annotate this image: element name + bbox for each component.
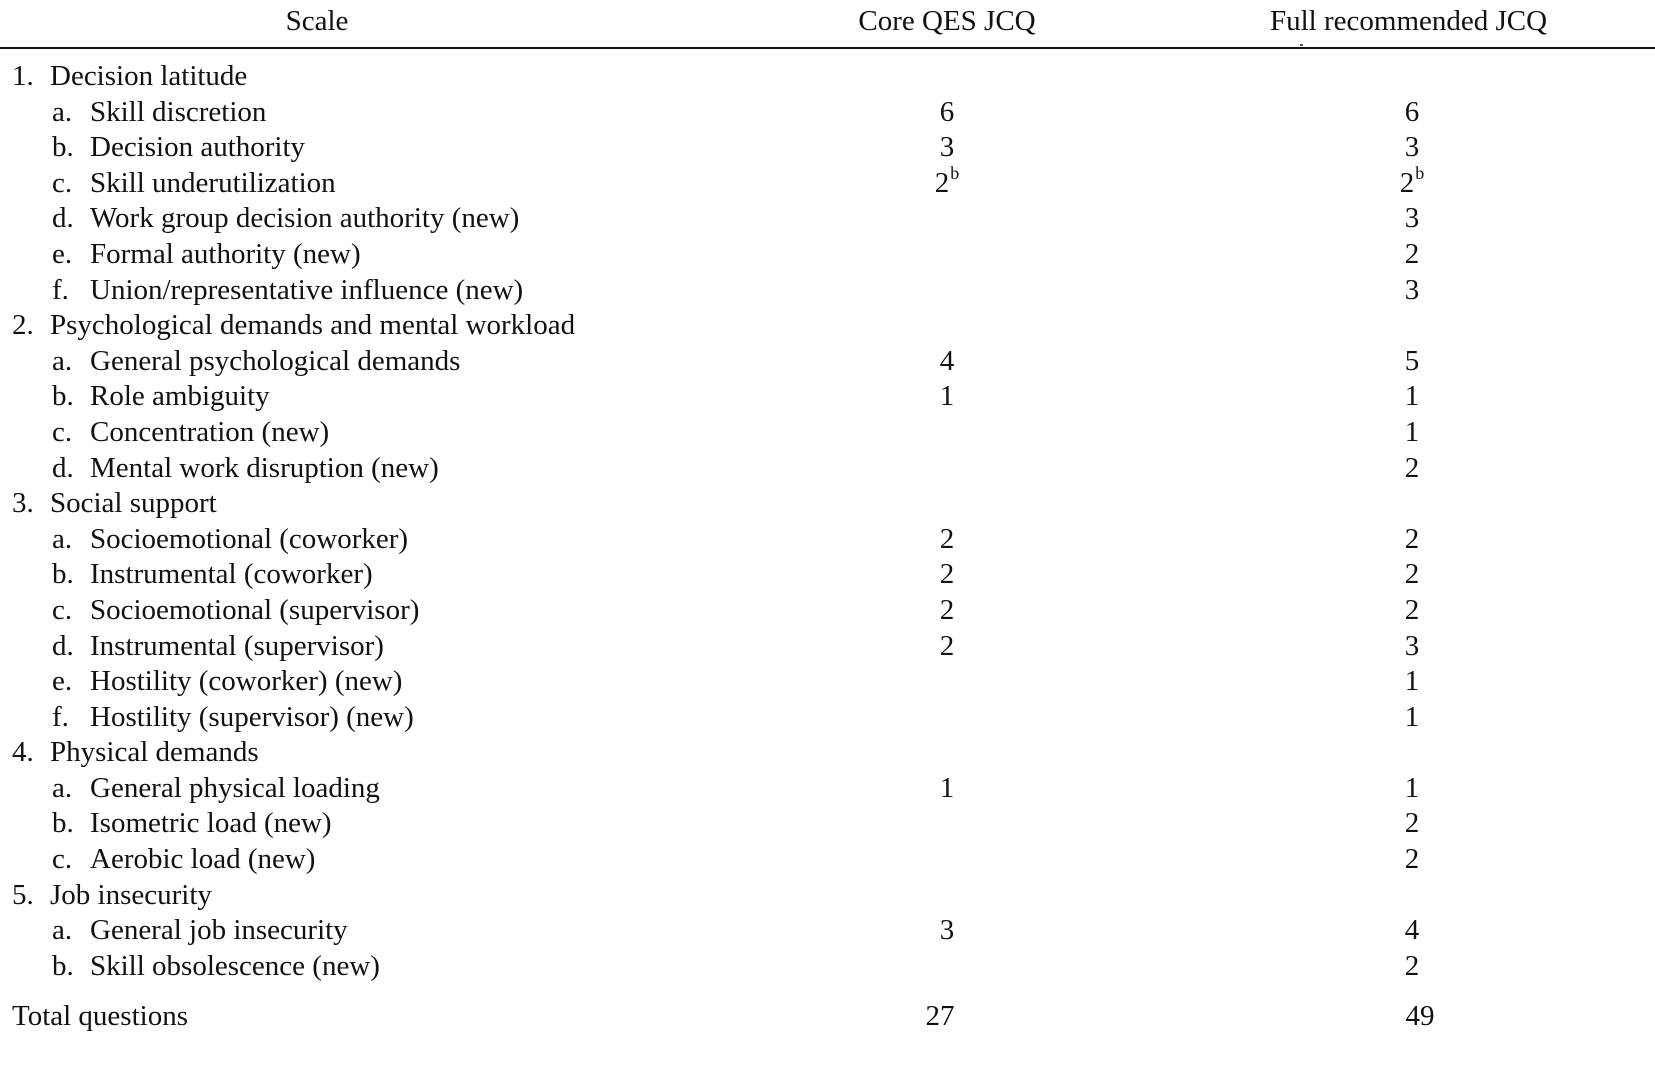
- section-row: [0, 877, 1655, 913]
- item-value-number: 2: [1404, 593, 1420, 626]
- item-label: [52, 129, 305, 165]
- item-label: [52, 770, 380, 806]
- item-value-full: [1405, 378, 1420, 414]
- table-row: [0, 450, 1655, 486]
- item-text: Decision authority: [90, 131, 306, 164]
- item-value-full: [1405, 663, 1420, 699]
- item-value-number: 2: [934, 166, 950, 199]
- item-label: [52, 94, 266, 130]
- item-letter: a.: [52, 771, 73, 804]
- item-text: Socioemotional (coworker): [90, 522, 409, 555]
- item-letter: c.: [52, 843, 73, 876]
- table-row: [0, 663, 1655, 699]
- item-value-number: 1: [1404, 665, 1420, 698]
- table-row: [0, 770, 1655, 806]
- column-header-core-qes-jcq: Core QES JCQ: [858, 5, 1036, 37]
- section-row: [0, 307, 1655, 343]
- item-value-number: 2: [1404, 843, 1420, 876]
- item-text: Role ambiguity: [90, 380, 270, 413]
- item-letter: f.: [52, 700, 69, 733]
- item-value-number: 1: [1404, 700, 1420, 733]
- section-number: 3.: [12, 487, 34, 520]
- table-row: [0, 841, 1655, 877]
- section-title: Physical demands: [50, 736, 259, 769]
- item-text: Skill underutilization: [90, 166, 336, 199]
- table-body: [0, 58, 1655, 983]
- table-row: [0, 343, 1655, 379]
- item-value-core: [940, 129, 955, 165]
- item-letter: a.: [52, 914, 73, 947]
- item-label: [52, 521, 408, 557]
- item-label: [52, 378, 270, 414]
- item-text: Mental work disruption (new): [90, 451, 439, 484]
- item-value-core: [940, 912, 955, 948]
- section-number: 1.: [12, 60, 34, 92]
- item-label: [52, 699, 414, 735]
- item-letter: a.: [52, 522, 73, 555]
- section-title: Decision latitude: [50, 60, 248, 92]
- item-letter: d.: [52, 202, 74, 235]
- item-value-core: [940, 521, 955, 557]
- item-label: [52, 805, 332, 841]
- scan-speck: [1300, 44, 1303, 46]
- table-row: [0, 94, 1655, 130]
- item-value-core: [940, 378, 955, 414]
- item-value-full: [1405, 521, 1420, 557]
- item-letter: e.: [52, 237, 73, 270]
- item-label: [52, 663, 402, 699]
- item-value-number: 3: [1404, 629, 1420, 662]
- table-row: [0, 592, 1655, 628]
- item-label: [52, 592, 419, 628]
- item-value-number: 4: [939, 344, 955, 377]
- item-value-full: [1405, 592, 1420, 628]
- item-value-core: [940, 770, 955, 806]
- section-label: [12, 58, 247, 94]
- item-value-number: 4: [1404, 914, 1420, 947]
- section-title: Psychological demands and mental workload: [50, 309, 576, 342]
- item-value-full: [1405, 200, 1420, 236]
- item-text: Hostility (supervisor) (new): [90, 700, 414, 733]
- item-text: General physical loading: [90, 771, 380, 804]
- table-row: [0, 200, 1655, 236]
- item-value-full: [1405, 129, 1420, 165]
- table-row: [0, 272, 1655, 308]
- item-value-number: 2: [1404, 451, 1420, 484]
- item-value-number: 2: [1404, 807, 1420, 840]
- item-value-full: [1405, 948, 1420, 984]
- item-label: [52, 272, 523, 308]
- item-letter: c.: [52, 415, 73, 448]
- table-row: [0, 628, 1655, 664]
- section-label: [12, 307, 575, 343]
- item-value-number: 5: [1404, 344, 1420, 377]
- item-value-core: [940, 628, 955, 664]
- item-value-number: 2: [939, 629, 955, 662]
- item-text: Skill discretion: [90, 95, 267, 128]
- section-number: 4.: [12, 736, 34, 769]
- item-label: [52, 414, 329, 450]
- item-letter: d.: [52, 451, 74, 484]
- table-row: [0, 414, 1655, 450]
- item-value-number: 2: [939, 558, 955, 591]
- item-label: [52, 343, 460, 379]
- item-text: General psychological demands: [90, 344, 461, 377]
- item-label: [52, 912, 348, 948]
- table-row: [0, 556, 1655, 592]
- item-value-core: [940, 343, 955, 379]
- table-row: [0, 699, 1655, 735]
- item-value-full: [1405, 236, 1420, 272]
- item-value-number: 2: [1404, 522, 1420, 555]
- item-value-full: [1405, 628, 1420, 664]
- item-value-core: [940, 556, 955, 592]
- item-label: [52, 165, 336, 201]
- item-letter: d.: [52, 629, 74, 662]
- item-letter: a.: [52, 344, 73, 377]
- item-value-full: [1405, 343, 1420, 379]
- section-label: [12, 877, 212, 913]
- section-number: 5.: [12, 878, 34, 911]
- item-text: Hostility (coworker) (new): [90, 665, 403, 698]
- item-text: Skill obsolescence (new): [90, 949, 380, 982]
- item-text: Aerobic load (new): [90, 843, 316, 876]
- table-row: [0, 805, 1655, 841]
- item-value-full: [1405, 414, 1420, 450]
- item-letter: b.: [52, 131, 74, 164]
- section-row: [0, 485, 1655, 521]
- item-value-number: 2: [939, 593, 955, 626]
- item-value-number: 3: [939, 914, 955, 947]
- section-number: 2.: [12, 309, 34, 342]
- item-letter: b.: [52, 807, 74, 840]
- item-label: [52, 450, 439, 486]
- item-label: [52, 841, 315, 877]
- section-title: Job insecurity: [50, 878, 212, 911]
- item-letter: b.: [52, 380, 74, 413]
- section-row: [0, 58, 1655, 94]
- table-row: [0, 236, 1655, 272]
- item-text: Instrumental (supervisor): [90, 629, 384, 662]
- item-label: [52, 948, 380, 984]
- item-letter: b.: [52, 558, 74, 591]
- item-letter: f.: [52, 273, 69, 306]
- item-value-number: 6: [1404, 95, 1420, 128]
- item-label: [52, 556, 373, 592]
- item-value-full: [1405, 770, 1420, 806]
- column-header-full-recommended-jcq: Full recommended JCQ: [1270, 5, 1548, 37]
- section-label: [12, 734, 259, 770]
- header-rule: [0, 47, 1655, 49]
- footnote-marker: b: [1415, 163, 1425, 184]
- item-value-full: [1400, 165, 1425, 201]
- item-value-number: 1: [939, 380, 955, 413]
- item-value-core: [935, 165, 960, 201]
- section-label: [12, 485, 217, 521]
- item-text: Formal authority (new): [90, 237, 361, 270]
- item-text: Union/representative influence (new): [90, 273, 524, 306]
- item-value-number: 6: [939, 95, 955, 128]
- item-text: Socioemotional (supervisor): [90, 593, 420, 626]
- item-text: General job insecurity: [90, 914, 348, 947]
- item-label: [52, 628, 384, 664]
- column-header-scale: Scale: [285, 5, 349, 37]
- item-value-number: 1: [1404, 380, 1420, 413]
- footnote-marker: b: [950, 163, 960, 184]
- table-row: [0, 948, 1655, 984]
- item-value-number: 3: [939, 131, 955, 164]
- item-value-full: [1405, 912, 1420, 948]
- item-value-core: [940, 592, 955, 628]
- section-title: Social support: [50, 487, 217, 520]
- item-value-number: 3: [1404, 202, 1420, 235]
- item-value-full: [1405, 450, 1420, 486]
- total-label: Total questions: [12, 1000, 188, 1032]
- table-row: [0, 521, 1655, 557]
- item-text: Isometric load (new): [90, 807, 332, 840]
- item-text: Concentration (new): [90, 415, 330, 448]
- item-value-full: [1405, 805, 1420, 841]
- item-value-number: 2: [1404, 558, 1420, 591]
- item-value-full: [1405, 699, 1420, 735]
- table-header: [0, 0, 1655, 46]
- item-label: [52, 236, 361, 272]
- item-text: Work group decision authority (new): [90, 202, 520, 235]
- item-value-number: 3: [1404, 131, 1420, 164]
- total-row: [0, 998, 1655, 1038]
- total-full: 49: [1405, 1000, 1435, 1032]
- total-core: 27: [925, 1000, 955, 1032]
- item-value-number: 2: [1399, 166, 1415, 199]
- item-letter: c.: [52, 593, 73, 626]
- item-letter: a.: [52, 95, 73, 128]
- table-row: [0, 912, 1655, 948]
- table-row: [0, 165, 1655, 201]
- item-label: [52, 200, 519, 236]
- item-value-core: [940, 94, 955, 130]
- item-value-number: 2: [1404, 237, 1420, 270]
- item-value-full: [1405, 272, 1420, 308]
- item-text: Instrumental (coworker): [90, 558, 373, 591]
- item-value-full: [1405, 841, 1420, 877]
- item-letter: c.: [52, 166, 73, 199]
- item-value-number: 1: [1404, 415, 1420, 448]
- item-value-number: 2: [939, 522, 955, 555]
- item-value-number: 1: [939, 771, 955, 804]
- item-value-number: 1: [1404, 771, 1420, 804]
- table-row: [0, 129, 1655, 165]
- item-letter: b.: [52, 949, 74, 982]
- item-value-full: [1405, 556, 1420, 592]
- section-row: [0, 734, 1655, 770]
- item-value-full: [1405, 94, 1420, 130]
- item-value-number: 2: [1404, 949, 1420, 982]
- table-row: [0, 378, 1655, 414]
- item-letter: e.: [52, 665, 73, 698]
- item-value-number: 3: [1404, 273, 1420, 306]
